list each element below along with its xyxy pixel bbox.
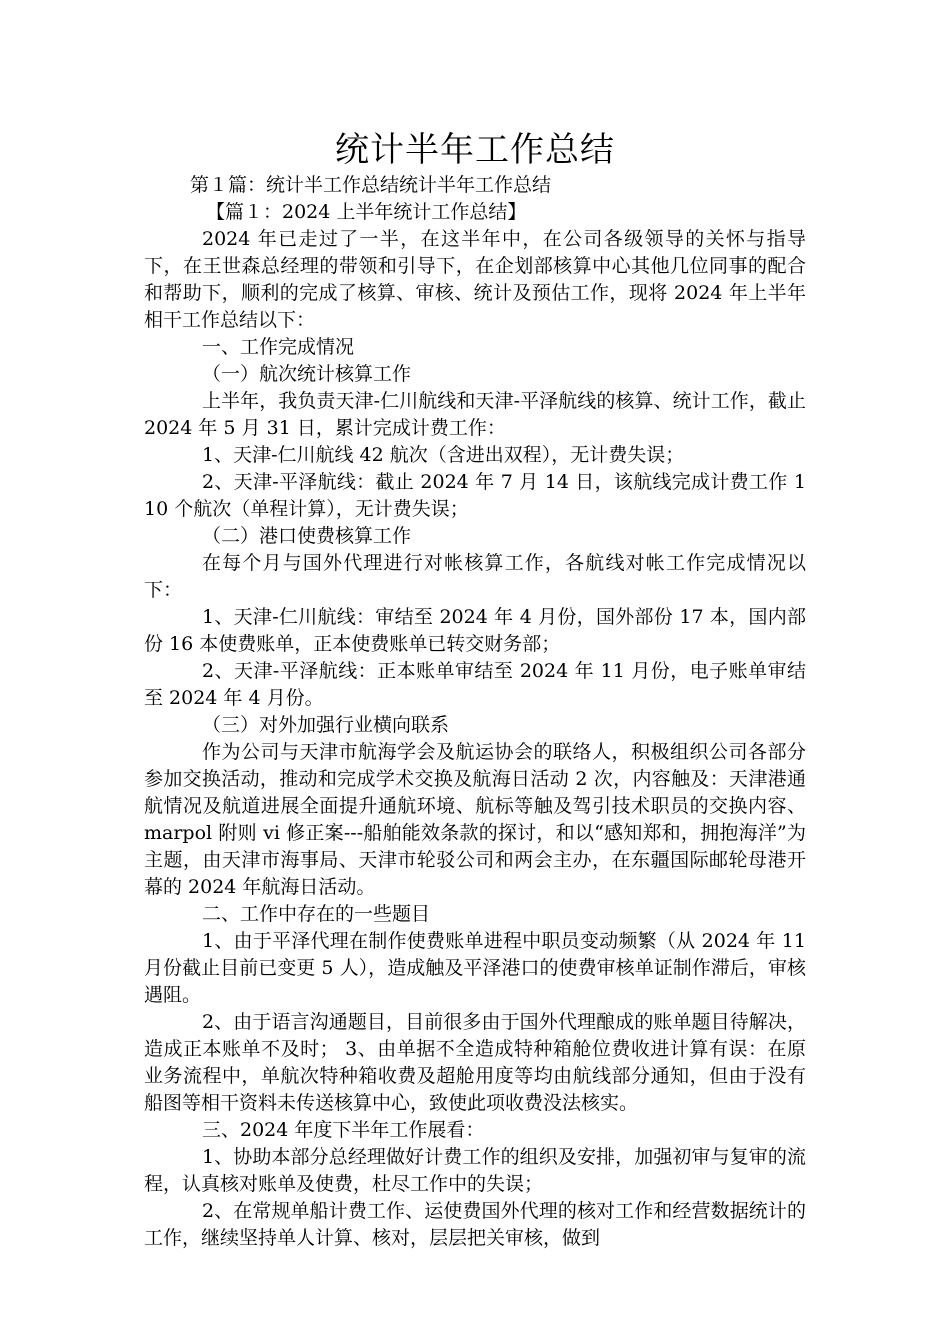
list-item-incheon-route: 1、天津-仁川航线 42 航次（含进出双程），无计费失误；: [202, 444, 685, 466]
list-item-pyeongtaek-audit: 2、天津-平泽航线：正本账单审结至 2024 年 11 月份，电子账单审结至 2024 年 4 月份。: [144, 660, 806, 709]
heading-existing-problems: 二、工作中存在的一些题目: [202, 903, 431, 925]
paragraph-intro: 2024 年已走过了一半，在这半年中，在公司各级领导的关怀与指导下，在王世森总经理的带领和引导下，在企划部核算中心其他几位同事的配合和帮助下，顺利的完成了核算、审核、统计及预估工作，现将 2024 年上半年相干工作总结以下：: [144, 228, 806, 331]
list-item-outlook-2: 2、在常规单船计费工作、运使费国外代理的核对工作和经营数据统计的工作，继续坚持单人计算、核对，层层把关审核，做到: [144, 1200, 806, 1249]
subheading-voyage-statistics: （一）航次统计核算工作: [202, 363, 412, 385]
heading-outlook: 三、2024 年度下半年工作展看：: [202, 1119, 485, 1141]
paragraph-port-charges: 在每个月与国外代理进行对帐核算工作，各航线对帐工作完成情况以下：: [144, 552, 806, 601]
list-item-problem-1: 1、由于平泽代理在制作使费账单进程中职员变动频繁（从 2024 年 11 月份截止目前已变更 5 人），造成触及平泽港口的使费审核单证制作滞后，审核遇阻。: [144, 930, 806, 1006]
heading-work-completion: 一、工作完成情况: [202, 336, 355, 358]
subheading-port-charges: （二）港口使费核算工作: [202, 525, 412, 547]
document-page: [144, 128, 806, 1252]
section-title: 【篇１：2024 上半年统计工作总结】: [206, 201, 527, 223]
list-item-problem-2-3: 2、由于语言沟通题目，目前很多由于国外代理酿成的账单题目待解决，造成正本账单不及时； 3、由单据不全造成特种箱舱位费收进计算有误：在原业务流程中，单航次特种箱收费及超舱用度等均由航线部分通知，但由于没有船图等相干资料未传送核算中心，致使此项收费没法核实。: [144, 1011, 806, 1114]
paragraph-voyage-statistics: 上半年，我负责天津-仁川航线和天津-平泽航线的核算、统计工作，截止 2024 年 5 月 31 日，累计完成计费工作：: [144, 390, 806, 439]
subheading-external-liaison: （三）对外加强行业横向联系: [202, 714, 450, 736]
list-item-outlook-1: 1、协助本部分总经理做好计费工作的组织及安排，加强初审与复审的流程，认真核对账单及使费，杜尽工作中的失误；: [144, 1146, 806, 1195]
list-item-pyeongtaek-route: 2、天津-平泽航线：截止 2024 年 7 月 14 日，该航线完成计费工作 110 个航次（单程计算），无计费失误；: [144, 471, 806, 520]
document-subtitle: 第１篇：统计半工作总结统计半年工作总结: [190, 174, 552, 196]
list-item-incheon-audit: 1、天津-仁川航线：审结至 2024 年 4 月份，国外部份 17 本，国内部份 16 本使费账单，正本使费账单已转交财务部；: [144, 606, 806, 655]
paragraph-external-liaison: 作为公司与天津市航海学会及航运协会的联络人，积极组织公司各部分参加交换活动，推动和完成学术交换及航海日活动 2 次，内容触及：天津港通航情况及航道进展全面提升通航环境、航标等触及驾引技术职员的交换内容、marpol 附则 vi 修正案---船舶能效条款的探讨，和以“感知郑和，拥抱海洋”为主题，由天津市海事局、天津市轮驳公司和两会主办，在东疆国际邮轮母港开幕的 2024 年航海日活动。: [144, 741, 806, 898]
document-title: 统计半年工作总结: [335, 130, 615, 170]
